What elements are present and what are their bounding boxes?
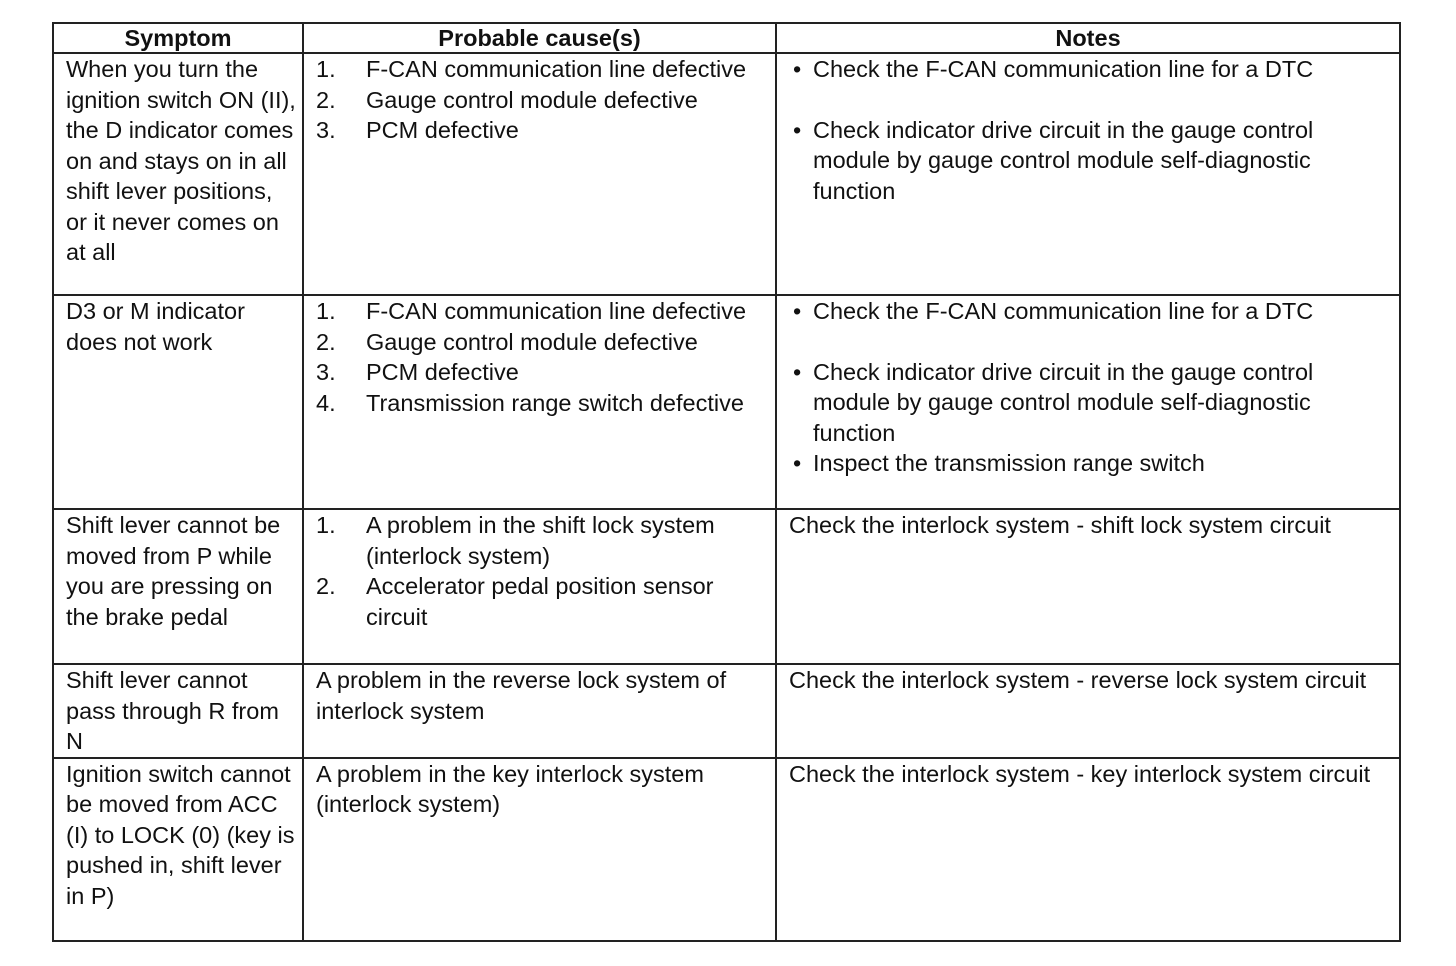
cause-item <box>316 357 769 388</box>
cause-text: Transmission range switch defective <box>366 389 744 416</box>
cause-text: PCM defective <box>366 117 519 143</box>
symptom-cell: Shift lever cannot pass through R from N <box>53 664 303 758</box>
symptom-cell: Ignition switch cannot be moved from ACC (I) to LOCK (0) (key is pushed in, shift lever in P) <box>53 758 303 941</box>
notes-cell <box>776 53 1400 295</box>
causes-cell <box>303 53 776 295</box>
cause-number: 2. <box>316 86 336 113</box>
cause-text: F-CAN communication line defective <box>366 298 747 324</box>
causes-list <box>316 54 769 146</box>
notes-cell: Check the interlock system - reverse lock system circuit <box>776 664 1400 758</box>
cause-text: PCM defective <box>366 359 519 385</box>
cause-item <box>316 510 769 571</box>
table-row <box>53 758 1400 941</box>
cause-text: F-CAN communication line defective <box>366 56 747 82</box>
header-symptom: Symptom <box>53 23 303 53</box>
cause-item <box>316 115 769 146</box>
note-item: • Check the F-CAN communication line for a DTC <box>789 54 1393 85</box>
cause-item <box>316 327 769 358</box>
cause-number: 4. <box>316 389 336 416</box>
causes-cell <box>303 509 776 664</box>
notes-cell: Check the interlock system - key interlock system circuit <box>776 758 1400 941</box>
symptom-cell: Shift lever cannot be moved from P while you are pressing on the brake pedal <box>53 509 303 664</box>
note-item: • Check indicator drive circuit in the gauge control module by gauge control module self-diagnostic function <box>789 357 1393 449</box>
symptom-cell: When you turn the ignition switch ON (II), the D indicator comes on and stays on in all shift lever positions, or it never comes on at all <box>53 53 303 295</box>
header-probable-causes: Probable cause(s) <box>303 23 776 53</box>
cause-text: Gauge control module defective <box>366 86 698 113</box>
cause-text: Gauge control module defective <box>366 328 698 355</box>
cause-item <box>316 571 769 632</box>
table-row <box>53 53 1400 295</box>
note-item: • Check indicator drive circuit in the gauge control module by gauge control module self-diagnostic function <box>789 115 1393 207</box>
table-row <box>53 509 1400 664</box>
cause-number: 1. <box>316 56 336 82</box>
header-row <box>53 23 1400 53</box>
troubleshooting-table <box>52 22 1401 942</box>
cause-item <box>316 85 769 116</box>
cause-number: 3. <box>316 359 336 385</box>
causes-cell <box>303 295 776 509</box>
causes-list <box>316 510 769 632</box>
symptom-cell: D3 or M indicator does not work <box>53 295 303 509</box>
note-item: • Check the F-CAN communication line for a DTC <box>789 296 1393 327</box>
cause-number: 1. <box>316 298 336 324</box>
table-row <box>53 664 1400 758</box>
cause-item <box>316 388 769 419</box>
cause-text: A problem in the shift lock system (interlock system) <box>366 512 715 569</box>
cause-number: 3. <box>316 117 336 143</box>
note-item: • Inspect the transmission range switch <box>789 448 1393 479</box>
notes-list <box>789 54 1393 206</box>
causes-cell: A problem in the reverse lock system of interlock system <box>303 664 776 758</box>
cause-number: 1. <box>316 512 336 538</box>
table-row <box>53 295 1400 509</box>
cause-item <box>316 296 769 327</box>
notes-list <box>789 296 1393 479</box>
header-notes: Notes <box>776 23 1400 53</box>
cause-number: 2. <box>316 328 336 355</box>
causes-list <box>316 296 769 418</box>
cause-item <box>316 54 769 85</box>
notes-cell <box>776 295 1400 509</box>
cause-text: Accelerator pedal position sensor circuit <box>366 573 714 630</box>
causes-cell: A problem in the key interlock system (interlock system) <box>303 758 776 941</box>
cause-number: 2. <box>316 573 336 599</box>
notes-cell: Check the interlock system - shift lock system circuit <box>776 509 1400 664</box>
